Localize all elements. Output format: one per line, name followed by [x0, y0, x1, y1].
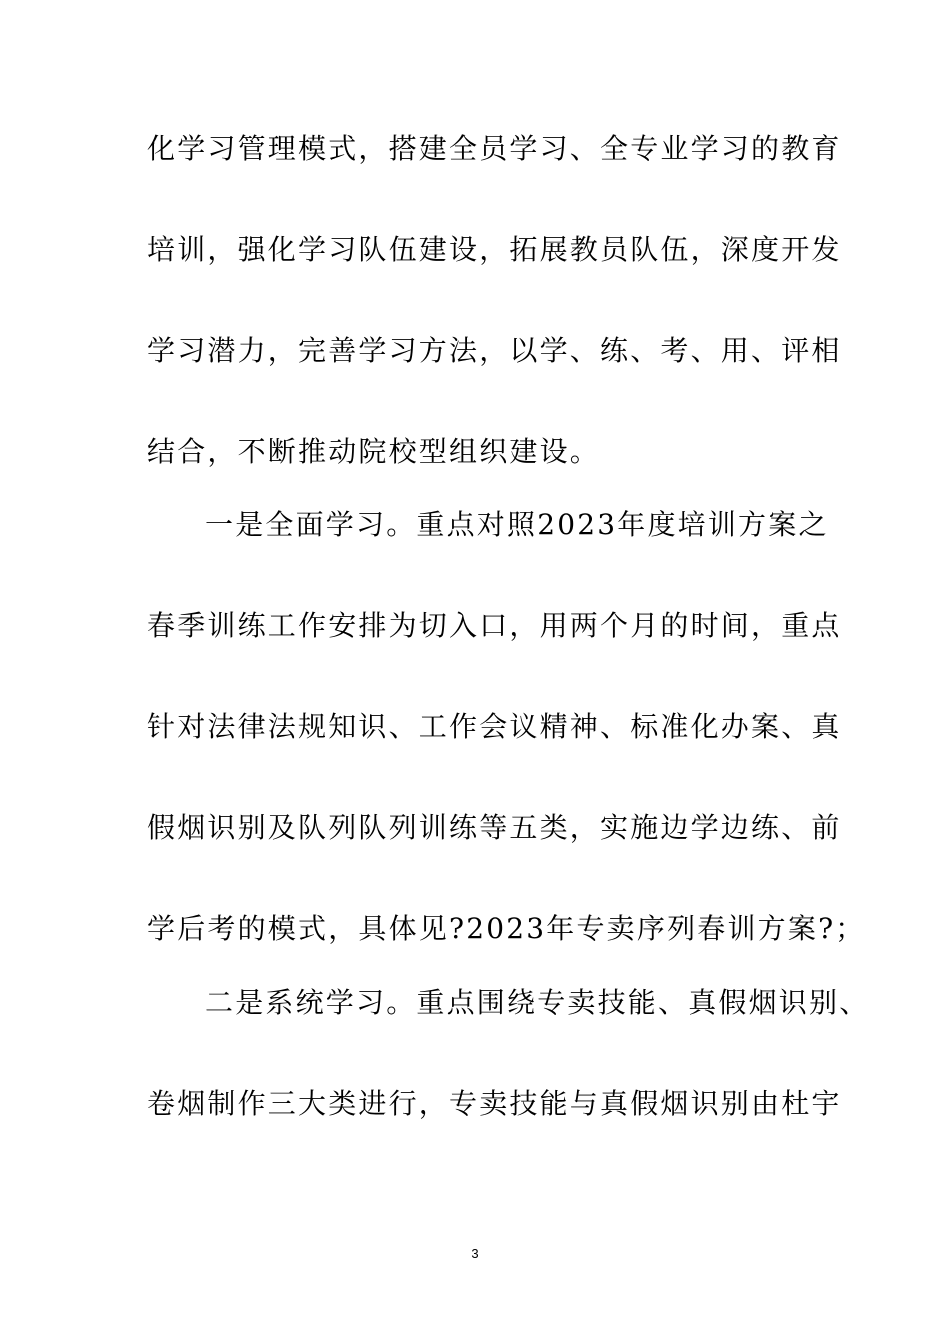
page-number: 3: [471, 1246, 479, 1261]
body-text-line: 学后考的模式，具体见?2023年专卖序列春训方案?；: [147, 912, 866, 945]
paragraph-first-line: 二是系统学习。重点围绕专卖技能、真假烟识别、: [205, 986, 870, 1019]
paragraph-first-line: 一是全面学习。重点对照2023年度培训方案之: [205, 508, 829, 541]
body-text-line: 培训，强化学习队伍建设，拓展教员队伍，深度开发: [147, 233, 842, 266]
body-text-line: 结合，不断推动院校型组织建设。: [147, 435, 601, 468]
body-text-line: 针对法律法规知识、工作会议精神、标准化办案、真: [147, 710, 842, 743]
body-text-line: 春季训练工作安排为切入口，用两个月的时间，重点: [147, 609, 842, 642]
body-text-line: 学习潜力，完善学习方法，以学、练、考、用、评相: [147, 334, 842, 367]
body-text-line: 假烟识别及队列队列训练等五类，实施边学边练、前: [147, 811, 842, 844]
body-text-line: 卷烟制作三大类进行，专卖技能与真假烟识别由杜宇: [147, 1087, 842, 1120]
body-text-line: 化学习管理模式，搭建全员学习、全专业学习的教育: [147, 132, 842, 165]
